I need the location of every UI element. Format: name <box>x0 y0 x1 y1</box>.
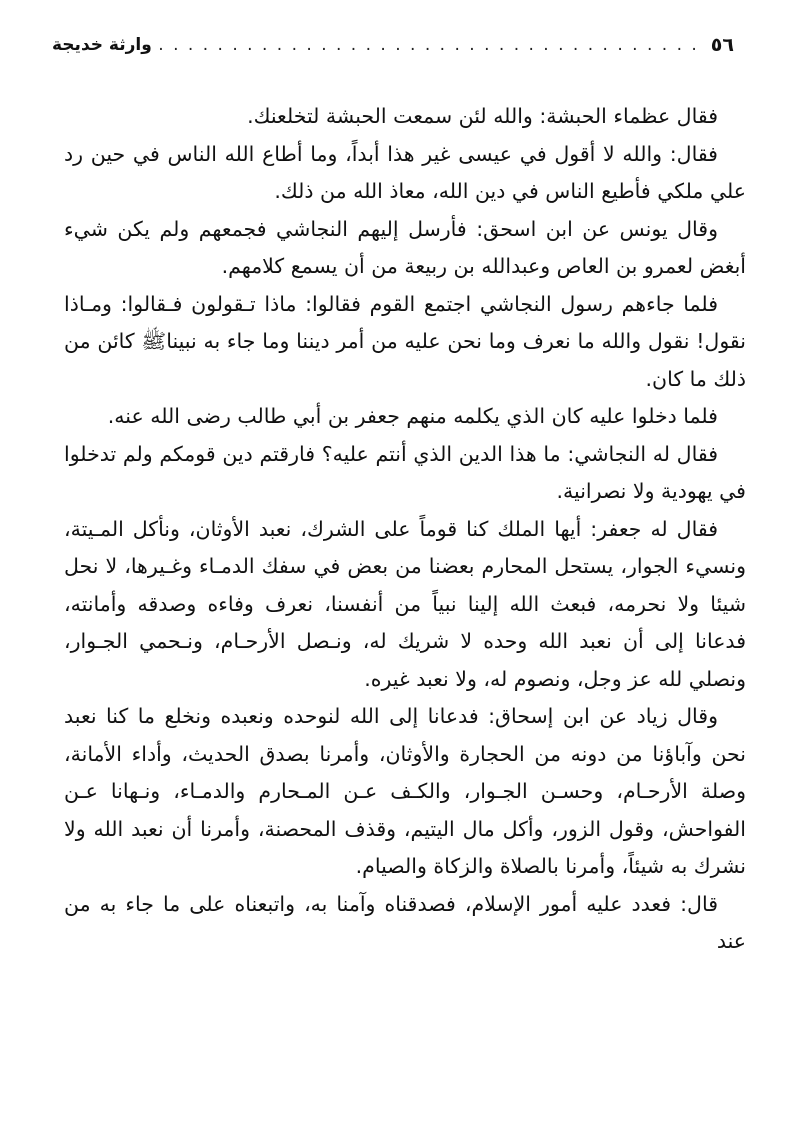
header-leader-dots <box>152 35 705 55</box>
paragraph: فقال له جعفر: أيها الملك كنا قوماً على الشرك، نعبد الأوثان، ونأكل المـيتة، ونسيء الجوار، يستحل المحارم بعضنا من بعض في سفك الدمـاء وغـيرها، لا نحل شيئا ولا نحرمه، فبعث الله إلينا نبياً من أنفسنا، نعرف وفاءه وصدقه وأمانته، فدعانا إلى أن نعبد الله وحده لا شريك له، ونـصل الأرحـام، ونـحمي الجـوار، ونصلي لله عز وجل، ونصوم له، ولا نعبد غيره. <box>64 516 746 691</box>
paragraph: فقال له النجاشي: ما هذا الدين الذي أنتم عليه؟ فارقتم دين قومكم ولم تدخلوا في يهودية ولا نصرانية. <box>64 441 746 503</box>
paragraph: فلما جاءهم رسول النجاشي اجتمع القوم فقالوا: ماذا تـقولون فـقالوا: ومـاذا نقول! نقول والله ما نعرف وما نحن عليه من أمر ديننا وما جاء به نبيناﷺ كائن من ذلك ما كان. <box>64 291 746 391</box>
paragraph: فقال عظماء الحبشة: والله لئن سمعت الحبشة لتخلعنك. <box>247 104 718 128</box>
book-title: وارثة خديجة <box>52 35 152 55</box>
paragraph: فقال: والله لا أقول في عيسى غير هذا أبداً، وما أطاع الله الناس في حين رد علي ملكي فأطيع الناس في دين الله، معاذ الله من ذلك. <box>64 141 746 203</box>
paragraph: وقال زياد عن ابن إسحاق: فدعانا إلى الله لنوحده ونعبده ونخلع ما كنا نعبد نحن وآباؤنا من دونه من الحجارة والأوثان، وأمرنا بصدق الحديث، وأداء الأمانة، وصلة الأرحـام، وحسـن الجـوار، والكـف عـن المـحارم والدمـاء، ونـهانا عـن الفواحش، وقول الزور، وأكل مال اليتيم، وقذف المحصنة، وأمرنا أن نعبد الله ولا نشرك به شيئاً، وأمرنا بالصلاة والزكاة والصيام. <box>64 704 746 878</box>
body-text <box>64 98 746 961</box>
page-number: ٥٦ <box>710 34 734 56</box>
running-header <box>52 30 734 60</box>
paragraph: فلما دخلوا عليه كان الذي يكلمه منهم جعفر بن أبي طالب رضى الله عنه. <box>107 404 718 428</box>
paragraph: وقال يونس عن ابن اسحق: فأرسل إليهم النجاشي فجمعهم ولم يكن شيء أبغض لعمرو بن العاص وعبدالله بن ربيعة من أن يسمع كلامهم. <box>64 216 746 278</box>
paragraph: قال: فعدد عليه أمور الإسلام، فصدقناه وآمنا به، واتبعناه على ما جاء به من عند <box>64 891 746 953</box>
